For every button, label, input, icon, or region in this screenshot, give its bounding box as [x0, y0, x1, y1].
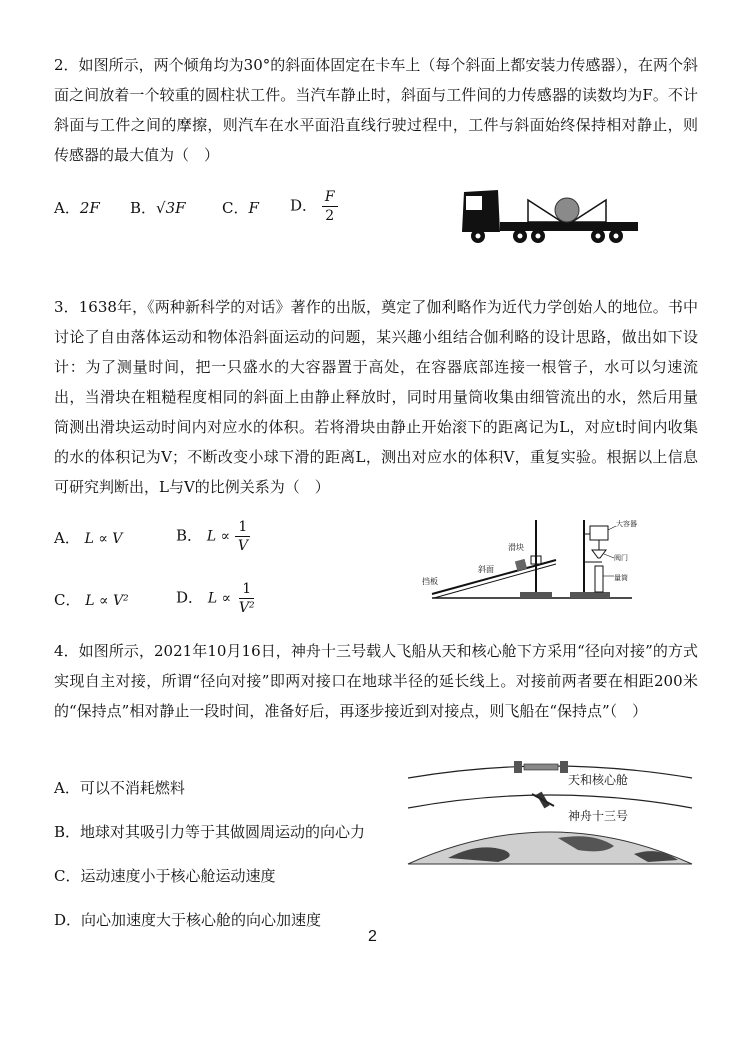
truck-wheel-hub [614, 234, 619, 239]
q4-text: 4．如图所示，2021年10月16日，神舟十三号载人飞船从天和核心舱下方采用“径向对接”的方式实现自主对接，所谓“径向对接”即两对接口在地球半径的延长线上。对接前两者要在相距200米的“保持点”相对静止一段时间，准备好后，再逐步接近到对接点，则飞船在“保持点”（ ） [54, 642, 698, 720]
label-ship: 神舟十三号 [568, 809, 629, 823]
q2-option-c[interactable]: C．F [222, 199, 259, 217]
ship-orbit [408, 795, 692, 808]
fraction: $\frac{F}{2}$ [322, 188, 338, 225]
label-container: 大容器 [616, 520, 637, 528]
q2-option-b[interactable]: B．√3F [130, 199, 186, 217]
q2-text: 2．如图所示，两个倾角均为30°的斜面体固定在卡车上（每个斜面上都安装力传感器），在两个斜面之间放着一个较重的圆柱状工件。当汽车静止时，斜面与工件间的力传感器的读数均为F。不计斜面与工件之间的摩擦，则汽车在水平面沿直线行驶过程中，工件与斜面始终保持相对静止，则传感器的最大值为（ ） [54, 56, 698, 164]
truck-wheel-hub [476, 234, 481, 239]
label-slider: 滑块 [508, 543, 524, 552]
label-valve: 阀门 [614, 554, 628, 562]
incline-experiment-figure [420, 516, 637, 604]
label-stop: 挡板 [422, 577, 438, 586]
page-number: 2 [368, 928, 377, 945]
incline-slope [432, 560, 556, 594]
q3-option-d[interactable]: D． L ∝ $\frac{1}{\text{V²}}$ [176, 580, 258, 617]
label-station: 天和核心舱 [568, 773, 629, 787]
label-leader [604, 554, 614, 558]
truck-figure [458, 182, 648, 246]
q2-option-a[interactable]: A．2F [54, 199, 100, 217]
funnel [592, 550, 606, 558]
truck-wheel-hub [518, 234, 523, 239]
docking-figure [408, 758, 692, 864]
truck-wheel-hub [596, 234, 601, 239]
stand-base-right [570, 592, 610, 598]
q4-option-d[interactable]: D．向心加速度大于核心舱的向心加速度 [54, 911, 322, 929]
fraction: $\frac{1}{\text{V²}}$ [238, 581, 255, 616]
truck-wheel-hub [536, 234, 541, 239]
q3-option-b[interactable]: B． L ∝ $\frac{1}{V}$ [176, 518, 251, 555]
label-cylinder: 量筒 [614, 574, 628, 582]
q4-option-b[interactable]: B．地球对其吸引力等于其做圆周运动的向心力 [54, 823, 366, 841]
stand-base-left [520, 592, 552, 598]
label-slope: 斜面 [478, 565, 494, 574]
spacecraft [532, 792, 554, 809]
truck-cab [462, 190, 500, 232]
q3-option-c[interactable]: C． L ∝ V² [54, 591, 129, 609]
q3-text: 3．1638年，《两种新科学的对话》著作的出版，奠定了伽利略作为近代力学创始人的地位。书中讨论了自由落体运动和物体沿斜面运动的问题，某兴趣小组结合伽利略的设计思路，做出如下设计：为了测量时间，把一只盛水的大容器置于高处，在容器底部连接一根管子，水可以匀速流出，当滑块在粗糙程度相同的斜面上由静止释放时，同时用量筒收集由细管流出的水，然后用量筒测出滑块运动时间内对应水的体积。若将滑块由静止开始滚下的距离记为L，对应t时间内收集的水的体积记为V；不断改变小球下滑的距离L，测出对应水的体积V，重复实验。根据以上信息可研究判断出，L与V的比例关系为（ ） [54, 298, 698, 496]
label-leader [608, 526, 616, 530]
q4-option-c[interactable]: C．运动速度小于核心舱运动速度 [54, 867, 276, 885]
measuring-cylinder [595, 566, 603, 592]
q2-option-d[interactable]: D． $\frac{F}{2}$ [290, 188, 338, 225]
q3-option-a[interactable]: A． L ∝ V [54, 529, 123, 547]
cylinder-workpiece [555, 198, 579, 222]
fraction: $\frac{1}{V}$ [235, 518, 251, 555]
q4-option-a[interactable]: A．可以不消耗燃料 [54, 779, 185, 797]
water-container [590, 526, 608, 540]
